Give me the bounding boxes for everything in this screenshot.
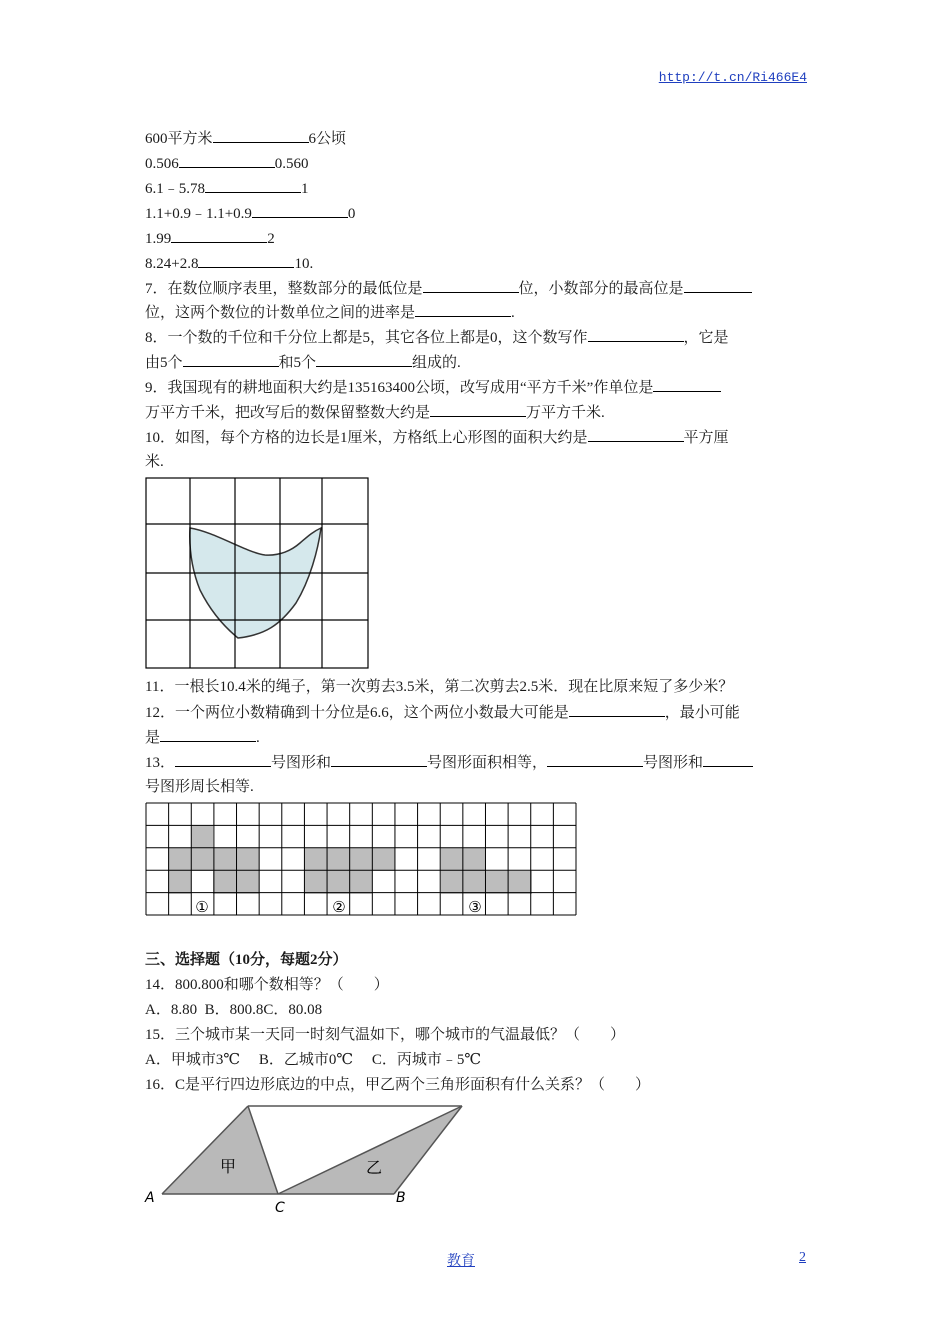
point-a-label: A bbox=[145, 1190, 155, 1206]
text: 万平方千米. bbox=[526, 405, 605, 421]
answer-blank[interactable] bbox=[588, 427, 684, 442]
heart-shape bbox=[190, 528, 321, 638]
text: ，它是 bbox=[683, 330, 729, 346]
text: 9．我国现有的耕地面积大约是135163400公顷，改写成用“平方千米”作单位是 bbox=[145, 380, 654, 396]
question-7-line-1 bbox=[145, 278, 752, 299]
answer-blank[interactable] bbox=[205, 178, 301, 193]
text: 位，这两个数位的计数单位之间的进率是 bbox=[145, 305, 416, 321]
question-14-stem: 14．800.800和哪个数相等？（ ） bbox=[145, 977, 389, 993]
text: 平方厘 bbox=[683, 430, 729, 446]
compare-row bbox=[145, 153, 309, 174]
text: 组成的. bbox=[412, 355, 461, 371]
compare-left: 600平方米 bbox=[145, 131, 213, 147]
shape-grid-figure bbox=[145, 802, 578, 918]
compare-row bbox=[145, 203, 355, 224]
question-7-line-2 bbox=[145, 302, 515, 323]
answer-blank[interactable] bbox=[331, 752, 427, 767]
question-8-line-2 bbox=[145, 352, 461, 373]
question-15-stem: 15．三个城市某一天同一时刻气温如下，哪个城市的气温最低？（ ） bbox=[145, 1027, 626, 1043]
label-yi: 乙 bbox=[366, 1158, 383, 1177]
answer-blank[interactable] bbox=[653, 377, 721, 392]
point-c-label: C bbox=[275, 1200, 285, 1216]
compare-row bbox=[145, 228, 275, 249]
figure-label-2: ② bbox=[332, 898, 346, 916]
answer-blank[interactable] bbox=[198, 253, 294, 268]
grid-lines bbox=[146, 478, 368, 668]
compare-left: 1.1+0.9﹣1.1+0.9 bbox=[145, 206, 252, 222]
answer-blank[interactable] bbox=[415, 302, 511, 317]
question-13-line-1 bbox=[145, 752, 753, 773]
text: 8．一个数的千位和千分位上都是5，其它各位上都是0，这个数写作 bbox=[145, 330, 588, 346]
answer-blank[interactable] bbox=[316, 352, 412, 367]
section-title: 三、选择题（10分，每题2分） bbox=[145, 952, 348, 968]
answer-blank[interactable] bbox=[703, 752, 753, 767]
text: 是 bbox=[145, 730, 161, 746]
triangle-jia bbox=[162, 1106, 278, 1194]
label-jia: 甲 bbox=[220, 1157, 237, 1176]
compare-right: 6公顷 bbox=[308, 131, 347, 147]
text: 米. bbox=[145, 454, 164, 470]
text: 12．一个两位小数精确到十分位是6.6，这个两位小数最大可能是 bbox=[145, 705, 569, 721]
answer-blank[interactable] bbox=[430, 402, 526, 417]
answer-blank[interactable] bbox=[588, 327, 684, 342]
question-16-stem: 16．C是平行四边形底边的中点，甲乙两个三角形面积有什么关系？（ ） bbox=[145, 1077, 651, 1093]
text: . bbox=[511, 305, 515, 321]
answer-blank[interactable] bbox=[179, 153, 275, 168]
answer-blank[interactable] bbox=[213, 128, 309, 143]
question-10-line-1 bbox=[145, 427, 729, 448]
compare-left: 8.24+2.8 bbox=[145, 256, 199, 272]
text: 和5个 bbox=[278, 355, 317, 371]
text: . bbox=[256, 730, 260, 746]
text: ，最小可能 bbox=[664, 705, 740, 721]
compare-right: 2 bbox=[267, 231, 275, 247]
compare-row bbox=[145, 128, 346, 149]
compare-right: 0 bbox=[347, 206, 356, 222]
question-9-line-1 bbox=[145, 377, 721, 398]
answer-blank[interactable] bbox=[684, 278, 752, 293]
compare-left: 1.99 bbox=[145, 231, 172, 247]
answer-blank[interactable] bbox=[547, 752, 643, 767]
text: 7．在数位顺序表里，整数部分的最低位是 bbox=[145, 281, 423, 297]
compare-right: 10. bbox=[294, 256, 314, 272]
text: 由5个 bbox=[145, 355, 183, 371]
compare-right: 0.560 bbox=[274, 156, 309, 172]
question-12-line-2 bbox=[145, 727, 260, 748]
question-11: 11．一根长10.4米的绳子，第一次剪去3.5米，第二次剪去2.5米．现在比原来短了多少米？ bbox=[145, 679, 734, 695]
answer-blank[interactable] bbox=[171, 228, 267, 243]
question-8-line-1 bbox=[145, 327, 729, 348]
header-link[interactable]: http://t.cn/Ri466E4 bbox=[658, 70, 807, 85]
question-13-line-2 bbox=[145, 777, 254, 797]
question-9-line-2 bbox=[145, 402, 605, 423]
text: 号图形和 bbox=[643, 755, 704, 771]
text: 位，小数部分的最高位是 bbox=[518, 281, 684, 297]
question-15-options[interactable]: A．甲城市3℃ B．乙城市0℃ C．丙城市﹣5℃ bbox=[145, 1052, 482, 1068]
answer-blank[interactable] bbox=[569, 702, 665, 717]
footer-link[interactable]: 教育 bbox=[447, 1254, 475, 1269]
answer-blank[interactable] bbox=[160, 727, 256, 742]
text: 10．如图，每个方格的边长是1厘米，方格纸上心形图的面积大约是 bbox=[145, 430, 588, 446]
text: 13． bbox=[145, 755, 176, 771]
text: 号图形面积相等， bbox=[427, 755, 548, 771]
answer-blank[interactable] bbox=[423, 278, 519, 293]
page-number[interactable]: 2 bbox=[799, 1250, 806, 1265]
answer-blank[interactable] bbox=[175, 752, 271, 767]
question-12-line-1 bbox=[145, 702, 740, 723]
figure-label-3: ③ bbox=[468, 898, 482, 916]
text: 万平方千米，把改写后的数保留整数大约是 bbox=[145, 405, 431, 421]
question-10-line-2 bbox=[145, 452, 164, 472]
answer-blank[interactable] bbox=[252, 203, 348, 218]
question-14-options[interactable]: A．8.80 B．800.8C．80.08 bbox=[145, 1002, 323, 1018]
compare-left: 0.506 bbox=[145, 156, 179, 172]
answer-blank[interactable] bbox=[183, 352, 279, 367]
point-b-label: B bbox=[396, 1190, 406, 1206]
parallelogram-figure bbox=[140, 1100, 470, 1220]
heart-shape-grid-figure bbox=[145, 477, 370, 670]
compare-row bbox=[145, 178, 309, 199]
compare-row bbox=[145, 253, 313, 274]
text: 号图形周长相等. bbox=[145, 779, 254, 795]
compare-right: 1 bbox=[301, 181, 309, 197]
text: 号图形和 bbox=[271, 755, 332, 771]
figure-label-1: ① bbox=[195, 898, 209, 916]
compare-left: 6.1﹣5.78 bbox=[145, 181, 206, 197]
